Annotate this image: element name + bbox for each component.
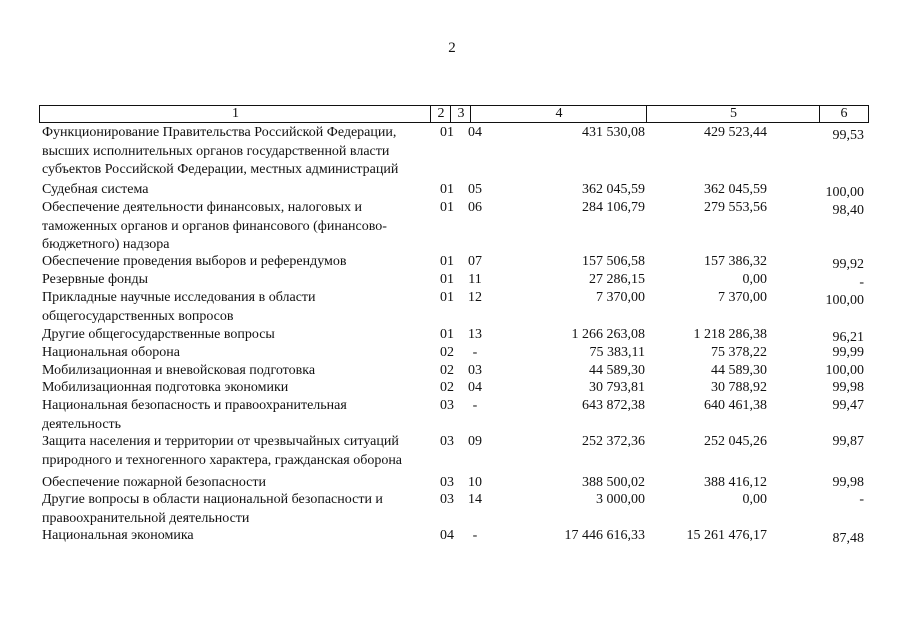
row-executed: 15 261 476,17 [686,528,767,543]
row-percent: 98,40 [832,203,864,218]
row-executed: 44 589,30 [711,363,767,378]
row-subsection: 14 [468,492,482,507]
row-name: Обеспечение деятельности финансовых, налоговых и таможенных органов и органов финансового (финансово-бюджетного) надзора [42,200,387,252]
row-subsection: 09 [468,434,482,449]
row-section: 01 [440,272,454,287]
row-planned: 362 045,59 [582,182,645,197]
row-percent: 99,92 [832,257,864,272]
table-header [39,105,867,122]
row-name: Национальная безопасность и правоохранительная деятельность [42,398,347,432]
row-planned: 388 500,02 [582,475,645,490]
row-executed: 30 788,92 [711,380,767,395]
row-name: Мобилизационная и вневойсковая подготовка [42,363,316,378]
row-planned: 431 530,08 [582,125,645,140]
column-header-1: 1 [39,105,431,123]
row-name: Прикладные научные исследования в области общегосударственных вопросов [42,290,316,324]
row-planned: 1 266 263,08 [571,327,645,342]
row-executed: 640 461,38 [704,398,767,413]
row-executed: 7 370,00 [718,290,767,305]
row-planned: 27 286,15 [589,272,645,287]
row-subsection: 03 [468,363,482,378]
row-subsection: 05 [468,182,482,197]
row-name: Другие общегосударственные вопросы [42,327,275,342]
row-percent: 99,99 [832,345,864,360]
row-planned: 252 372,36 [582,434,645,449]
row-percent: - [859,492,864,507]
row-section: 04 [440,528,454,543]
row-percent: 99,53 [832,128,864,143]
column-header-6: 6 [819,105,869,123]
row-name: Другие вопросы в области национальной безопасности и правоохранительной деятельности [42,492,383,526]
row-executed: 0,00 [742,272,767,287]
row-executed: 157 386,32 [704,254,767,269]
row-planned: 75 383,11 [589,345,645,360]
row-executed: 75 378,22 [711,345,767,360]
row-planned: 3 000,00 [596,492,645,507]
column-header-5: 5 [646,105,820,123]
row-name: Национальная оборона [42,345,180,360]
row-percent: 99,98 [832,380,864,395]
row-section: 01 [440,290,454,305]
row-name: Резервные фонды [42,272,149,287]
row-planned: 44 589,30 [589,363,645,378]
row-subsection: 13 [468,327,482,342]
row-subsection: 11 [468,272,482,287]
row-section: 01 [440,125,454,140]
row-executed: 362 045,59 [704,182,767,197]
row-percent: 100,00 [825,185,864,200]
row-planned: 30 793,81 [589,380,645,395]
row-planned: 17 446 616,33 [564,528,645,543]
row-subsection: 10 [468,475,482,490]
row-subsection: 04 [468,380,482,395]
row-name: Обеспечение пожарной безопасности [42,475,267,490]
row-percent: 100,00 [825,293,864,308]
row-section: 03 [440,475,454,490]
row-subsection: 06 [468,200,482,215]
row-section: 03 [440,492,454,507]
row-section: 01 [440,254,454,269]
row-percent: 100,00 [825,363,864,378]
column-header-2: 2 [430,105,451,123]
row-name: Защита населения и территории от чрезвычайных ситуаций природного и техногенного характера, гражданская оборона [42,434,403,468]
row-executed: 0,00 [742,492,767,507]
row-section: 02 [440,363,454,378]
row-name: Обеспечение проведения выборов и референдумов [42,254,347,269]
row-planned: 7 370,00 [596,290,645,305]
row-percent: 99,87 [832,434,864,449]
column-header-4: 4 [470,105,647,123]
row-planned: 643 872,38 [582,398,645,413]
row-section: 01 [440,182,454,197]
row-executed: 1 218 286,38 [693,327,767,342]
row-executed: 279 553,56 [704,200,767,215]
row-subsection: - [472,345,478,360]
row-section: 03 [440,434,454,449]
row-name: Мобилизационная подготовка экономики [42,380,289,395]
row-executed: 388 416,12 [704,475,767,490]
row-percent: 99,98 [832,475,864,490]
row-section: 02 [440,345,454,360]
row-section: 03 [440,398,454,413]
row-percent: 99,47 [832,398,864,413]
row-name: Национальная экономика [42,528,194,543]
row-subsection: - [472,528,478,543]
row-section: 02 [440,380,454,395]
row-section: 01 [440,200,454,215]
row-subsection: - [472,398,478,413]
row-subsection: 12 [468,290,482,305]
row-subsection: 04 [468,125,482,140]
row-name: Судебная система [42,182,149,197]
column-header-3: 3 [450,105,471,123]
row-subsection: 07 [468,254,482,269]
row-name: Функционирование Правительства Российской Федерации, высших исполнительных органов государственной власти субъектов Российской Федерации, местных администраций [42,125,399,177]
row-executed: 429 523,44 [704,125,767,140]
row-planned: 284 106,79 [582,200,645,215]
page-number: 2 [448,40,456,56]
row-executed: 252 045,26 [704,434,767,449]
row-percent: - [859,275,864,290]
row-percent: 87,48 [832,531,864,546]
row-section: 01 [440,327,454,342]
row-planned: 157 506,58 [582,254,645,269]
row-percent: 96,21 [832,330,864,345]
